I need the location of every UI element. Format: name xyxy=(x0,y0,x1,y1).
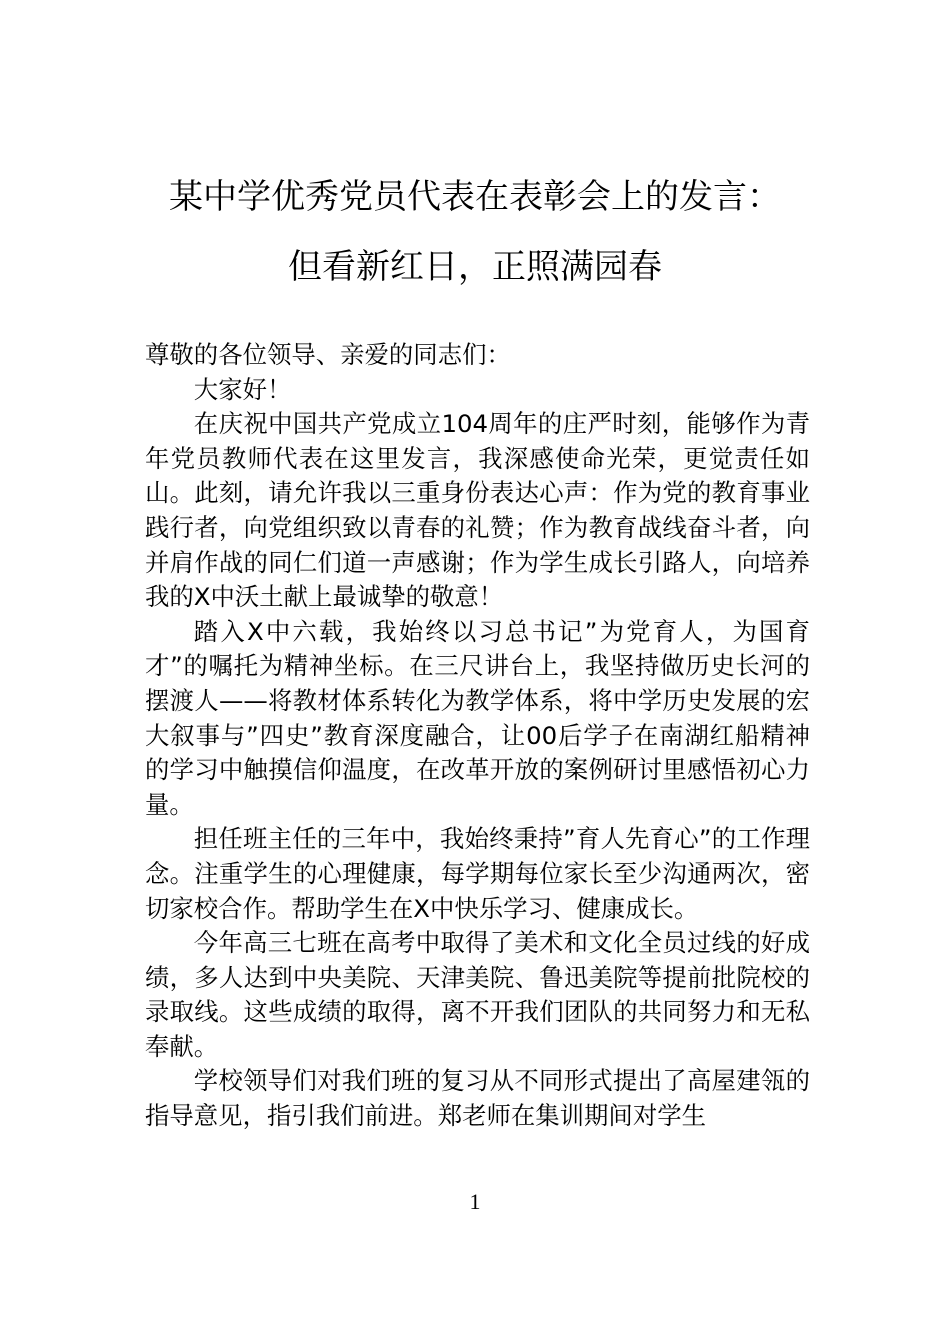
greeting: 大家好！ xyxy=(193,374,292,404)
document-body xyxy=(145,338,810,1134)
document-title-line-1: 某中学优秀党员代表在表彰会上的发言： xyxy=(169,177,781,217)
body-paragraph-1: 在庆祝中国共产党成立104周年的庄严时刻，能够作为青年党员教师代表在这里发言，我深感使命光荣，更觉责任如山。此刻，请允许我以三重身份表达心声：作为党的教育事业践行者，向党组织致以青春的礼赞；作为教育战线奋斗者，向并肩作战的同仁们道一声感谢；作为学生成长引路人，向培养我的X中沃土献上最诚挚的敬意！ xyxy=(145,409,810,612)
body-paragraph-5: 学校领导们对我们班的复习从不同形式提出了高屋建瓴的指导意见，指引我们前进。郑老师在集训期间对学生 xyxy=(145,1066,810,1131)
salutation: 尊敬的各位领导、亲爱的同志们： xyxy=(145,340,511,369)
body-paragraph-3: 担任班主任的三年中，我始终秉持”育人先育心”的工作理念。注重学生的心理健康，每学期每位家长至少沟通两次，密切家校合作。帮助学生在X中快乐学习、健康成长。 xyxy=(145,824,810,923)
body-paragraph-2: 踏入X中六载，我始终以习总书记”为党育人，为国育才”的嘱托为精神坐标。在三尺讲台上，我坚持做历史长河的摆渡人——将教材体系转化为教学体系，将中学历史发展的宏大叙事与”四史”教育深度融合，让00后学子在南湖红船精神的学习中触摸信仰温度，在改革开放的案例研讨里感悟初心力量。 xyxy=(145,616,810,819)
page-number: 1 xyxy=(469,1189,481,1214)
document-title-line-2: 但看新红日，正照满园春 xyxy=(288,247,662,287)
body-paragraph-4: 今年高三七班在高考中取得了美术和文化全员过线的好成绩，多人达到中央美院、天津美院、鲁迅美院等提前批院校的录取线。这些成绩的取得，离不开我们团队的共同努力和无私奉献。 xyxy=(145,928,810,1061)
